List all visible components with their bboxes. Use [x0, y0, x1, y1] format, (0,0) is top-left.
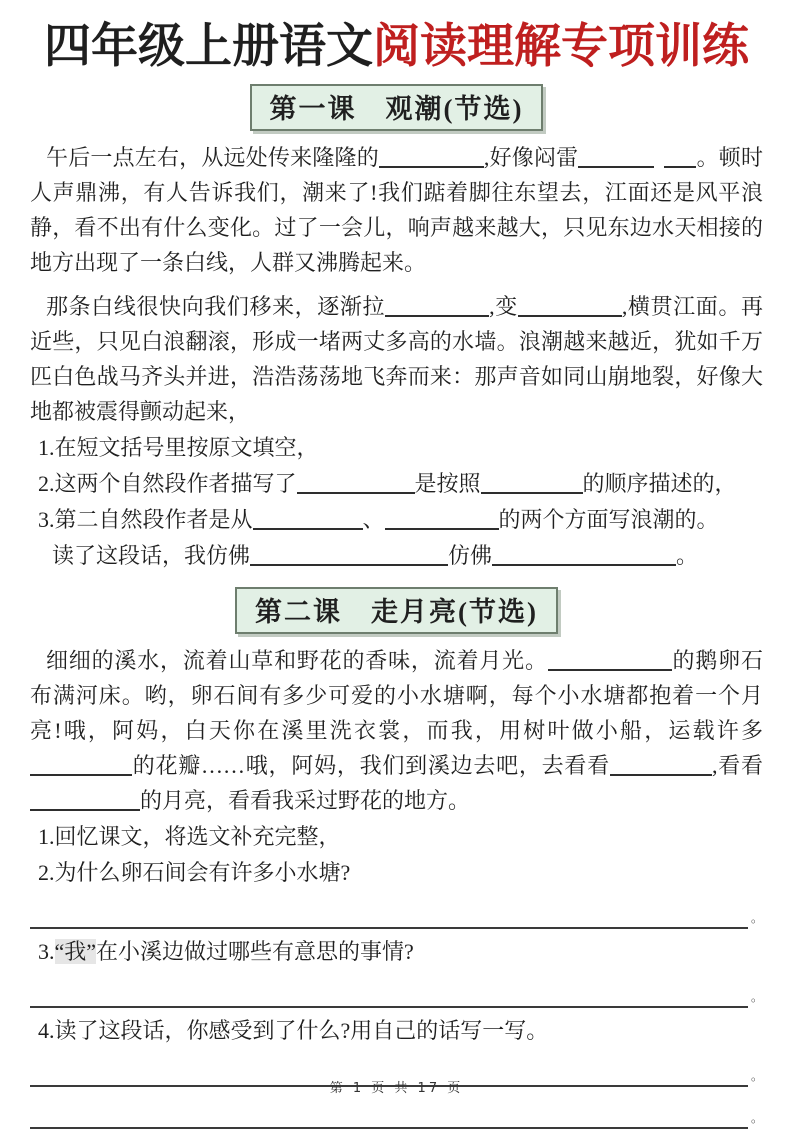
lesson-section-2: [30, 587, 763, 1129]
text-run: 4.读了这段话，你感受到了什么?用自己的话写一写。: [38, 1018, 549, 1044]
text-run: 那条白线很快向我们移来，逐渐拉: [46, 294, 386, 320]
question-line: [30, 430, 763, 465]
answer-writing-line: [30, 971, 763, 1008]
text-run: 1.在短文括号里按原文填空，: [38, 435, 319, 461]
answer-period: 。: [750, 911, 763, 926]
text-run: 的两个方面写浪潮的。: [498, 507, 719, 533]
text-run: 2.为什么卵石间会有许多小水塘?: [38, 860, 351, 886]
question-line: [30, 819, 763, 854]
question-line: [30, 1013, 763, 1048]
fill-in-blank: [610, 761, 712, 776]
question-line: [30, 466, 763, 501]
text-run: 1.回忆课文，将选文补充完整，: [38, 824, 341, 850]
lesson-title-badge: 第一课 观潮(节选): [250, 84, 544, 131]
lesson-header-wrap: [30, 84, 763, 131]
fill-in-blank: [30, 796, 140, 811]
text-run: “我”: [54, 939, 97, 965]
text-run: 是按照: [414, 471, 481, 497]
question-line: [30, 934, 763, 969]
text-run: ,好像闷雷: [483, 145, 579, 171]
fill-in-blank: [578, 153, 654, 168]
text-run: 仿佛: [448, 543, 493, 569]
answer-writing-line: [30, 1092, 763, 1129]
fill-in-blank: [492, 551, 676, 566]
text-run: 2.这两个自然段作者描写了: [38, 471, 297, 497]
fill-in-blank: [250, 551, 448, 566]
text-run: ,看看: [711, 753, 763, 779]
fill-in-blank: [297, 479, 415, 494]
text-run: 。顿时人声鼎沸，有人告诉我们，潮来了!我们踮着脚往东望去，江面还是风平浪静，看不出有什么变化。过了一会儿，响声越来越大，只见东边水天相接的地方出现了一条白线，人群又沸腾起来。: [30, 145, 763, 276]
fill-in-blank: [385, 515, 499, 530]
answer-rule: [30, 1006, 748, 1008]
page-title: [30, 20, 763, 75]
page-number: 第 1 页 共 17 页: [329, 1081, 464, 1096]
question-line: [30, 855, 763, 890]
fill-in-blank: [664, 153, 696, 168]
question-line: [30, 502, 763, 537]
text-run: ,横贯江面。再近些，只见白浪翻滚，形成一堵两丈多高的水墙。浪潮越来越近，犹如千万匹白色战马齐头并进，浩浩荡荡地飞奔而来：那声音如同山崩地裂，好像大地都被震得颤动起来，: [30, 294, 763, 425]
text-run: 在小溪边做过哪些有意思的事情?: [96, 939, 414, 965]
text-run: 的顺序描述的，: [582, 471, 737, 497]
fill-in-blank: [518, 302, 622, 317]
question-line: [30, 538, 763, 573]
answer-period: 。: [750, 1069, 763, 1084]
text-run: 读了这段话，我仿佛: [52, 543, 251, 569]
passage-paragraph: [30, 289, 763, 429]
blank-gap: [654, 164, 664, 165]
text-run: 3.: [38, 939, 55, 965]
answer-period: 。: [750, 990, 763, 1005]
lesson-title-badge: 第二课 走月亮(节选): [235, 587, 558, 634]
answer-period: 。: [750, 1111, 763, 1126]
fill-in-blank: [481, 479, 583, 494]
title-subject-part: 阅读理解专项训练: [373, 21, 749, 73]
text-run: 午后一点左右，从远处传来隆隆的: [46, 145, 379, 171]
text-run: 3.第二自然段作者是从: [38, 507, 253, 533]
text-run: 细细的溪水，流着山草和野花的香味，流着月光。: [46, 648, 548, 674]
text-run: 。: [676, 543, 699, 569]
text-run: ,变: [489, 294, 518, 320]
fill-in-blank: [385, 302, 489, 317]
fill-in-blank: [253, 515, 363, 530]
passage-paragraph: [30, 643, 763, 818]
title-grade-part: 四年级上册语文: [44, 21, 373, 73]
lesson-header-wrap: [30, 587, 763, 634]
lesson-section-1: [30, 84, 763, 573]
text-run: 的花瓣……哦，阿妈，我们到溪边去吧，去看看: [132, 753, 610, 779]
answer-rule: [30, 927, 748, 929]
fill-in-blank: [548, 656, 672, 671]
text-run: 的鹅卵石布满河床。哟，卵石间有多少可爱的小水塘啊，每个小水塘都抱着一个月亮!哦，阿妈，白天你在溪里洗衣裳，而我，用树叶做小船，运载许多: [30, 648, 763, 744]
fill-in-blank: [379, 153, 484, 168]
lessons-container: [30, 84, 763, 1129]
text-run: 的月亮，看看我采过野花的地方。: [140, 788, 471, 814]
passage-paragraph: [30, 140, 763, 280]
answer-writing-line: [30, 892, 763, 929]
text-run: 、: [362, 507, 385, 533]
fill-in-blank: [30, 761, 132, 776]
